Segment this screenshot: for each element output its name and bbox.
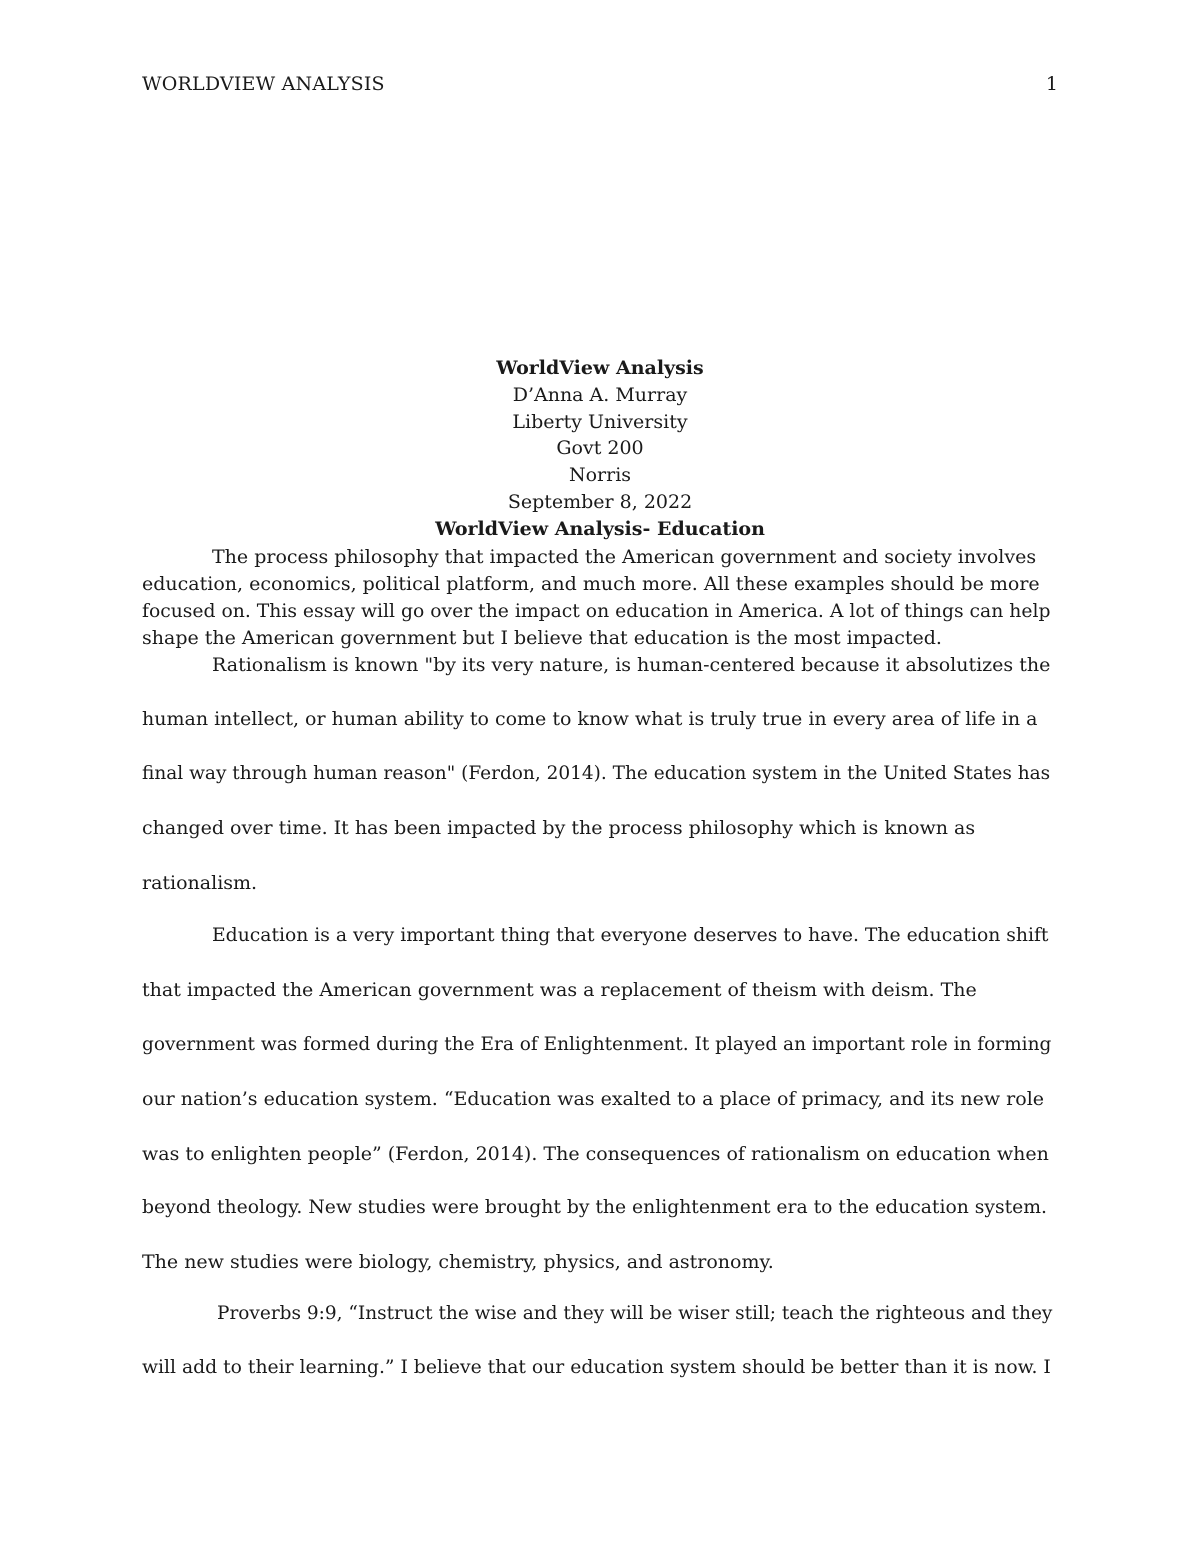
running-head: WORLDVIEW ANALYSIS [142, 73, 385, 95]
institution: Liberty University [512, 410, 688, 433]
section-heading: WorldView Analysis- Education [435, 517, 765, 540]
paragraph-line: education, economics, political platform, and much more. All these examples should be more [142, 573, 1040, 595]
paper-title: WorldView Analysis [496, 357, 704, 379]
paragraph-line: our nation’s education system. “Education was exalted to a place of primacy, and its new role [142, 1088, 1045, 1111]
paragraph-line: The process philosophy that impacted the American government and society involves [212, 546, 1037, 568]
paragraph-line: Rationalism is known "by its very nature, is human-centered because it absolutizes the [212, 654, 1051, 676]
author-name: D’Anna A. Murray [512, 383, 688, 406]
paragraph-line: will add to their learning.” I believe that our education system should be better than it is now. I [142, 1357, 1051, 1379]
paragraph-line: human intellect, or human ability to come to know what is truly true in every area of life in a [142, 708, 1038, 731]
paragraph-line: focused on. This essay will go over the impact on education in America. A lot of things can help [142, 601, 1051, 622]
page-number: 1 [1045, 73, 1058, 95]
instructor: Norris [568, 464, 632, 487]
paragraph-line: shape the American government but I believe that education is the most impacted. [142, 627, 942, 649]
paragraph-line: changed over time. It has been impacted by the process philosophy which is known as [142, 817, 976, 840]
title-block [142, 355, 1058, 543]
paragraph-line: government was formed during the Era of Enlightenment. It played an important role in forming [142, 1033, 1052, 1055]
paragraph-line: final way through human reason" (Ferdon, 2014). The education system in the United States has [142, 762, 1051, 784]
date: September 8, 2022 [507, 490, 693, 513]
paragraph-line: Education is a very important thing that everyone deserves to have. The education shift [212, 925, 1049, 946]
paragraph-line: Proverbs 9:9, “Instruct the wise and they will be wiser still; teach the righteous and they [217, 1303, 1053, 1324]
paragraph-line: The new studies were biology, chemistry, physics, and astronomy. [142, 1251, 774, 1274]
paragraph-line: that impacted the American government was a replacement of theism with deism. The [142, 979, 977, 1002]
paragraph-proverbs [142, 1287, 1058, 1396]
paragraph-line: rationalism. [142, 871, 258, 894]
course: Govt 200 [556, 437, 644, 460]
paragraph-education [142, 909, 1058, 1290]
paragraph-intro [142, 544, 1058, 652]
paragraph-line: beyond theology. New studies were brought by the enlightenment era to the education system. [142, 1197, 1047, 1219]
paragraph-rationalism [142, 638, 1058, 910]
paragraph-line: was to enlighten people” (Ferdon, 2014). The consequences of rationalism on education when [142, 1142, 1049, 1165]
